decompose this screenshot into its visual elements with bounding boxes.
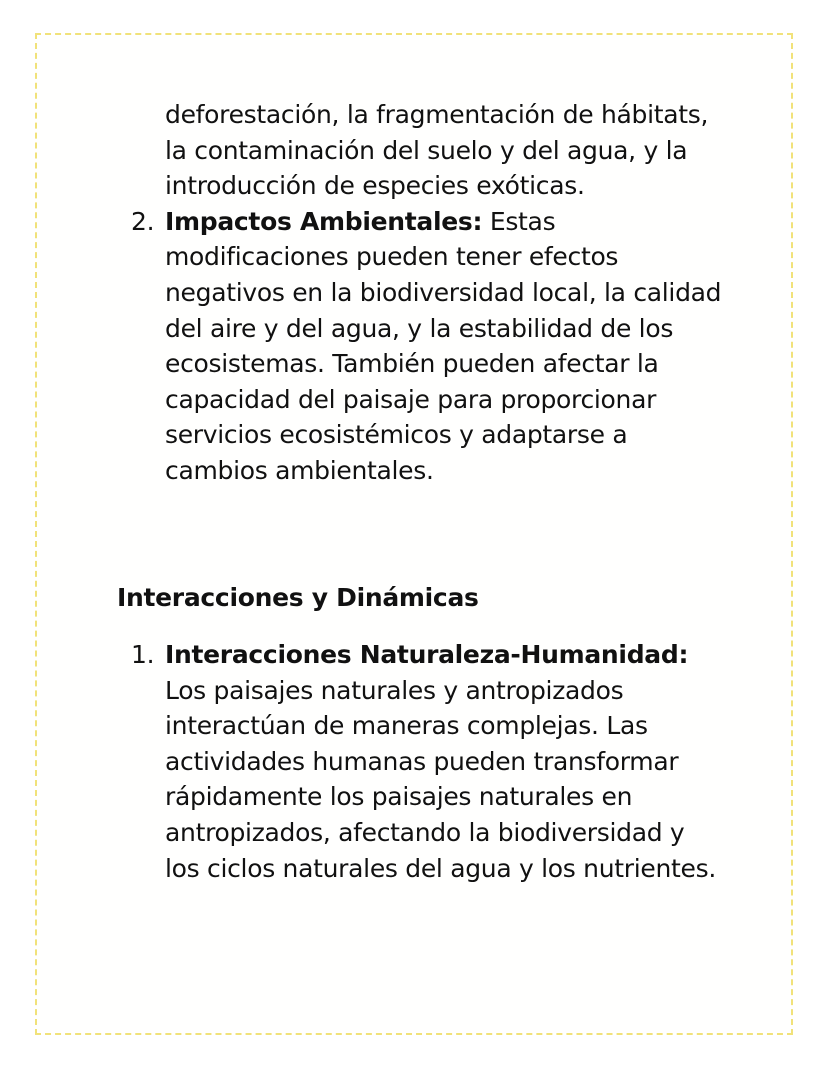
numbered-list-interactions — [0, 637, 828, 886]
list-item-text — [165, 204, 725, 489]
list-marker: 2. — [131, 206, 155, 236]
list-item-continuation-text: deforestación, la fragmentación de hábitats, la contaminación del suelo y del agua, y la introducción de especies exóticas. — [165, 100, 709, 201]
section-heading: Interacciones y Dinámicas — [117, 583, 479, 612]
list-item-text — [165, 637, 725, 886]
list-marker: 1. — [131, 640, 155, 669]
list-item-continuation — [0, 97, 828, 204]
numbered-list-impacts — [0, 97, 828, 489]
list-item-body: Estas modificaciones pueden tener efectos negativos en la biodiversidad local, la calidad del aire y del agua, y la estabilidad de los ecosistemas. También pueden afectar la capacidad del paisaje para proporcionar servicios ecosistémicos y adaptarse a cambios ambientales. — [165, 206, 722, 485]
list-item-title: Interacciones Naturaleza-Humanidad: — [165, 640, 689, 669]
list-item-interacciones-naturaleza-humanidad — [0, 637, 828, 886]
list-item-title: Impactos Ambientales: — [165, 206, 483, 236]
list-item-impactos-ambientales — [0, 204, 828, 489]
list-item-body: Los paisajes naturales y antropizados interactúan de maneras complejas. Las actividades humanas pueden transformar rápidamente los paisajes naturales en antropizados, afectando la biodiversidad y los ciclos naturales del agua y los nutrientes. — [165, 675, 716, 883]
